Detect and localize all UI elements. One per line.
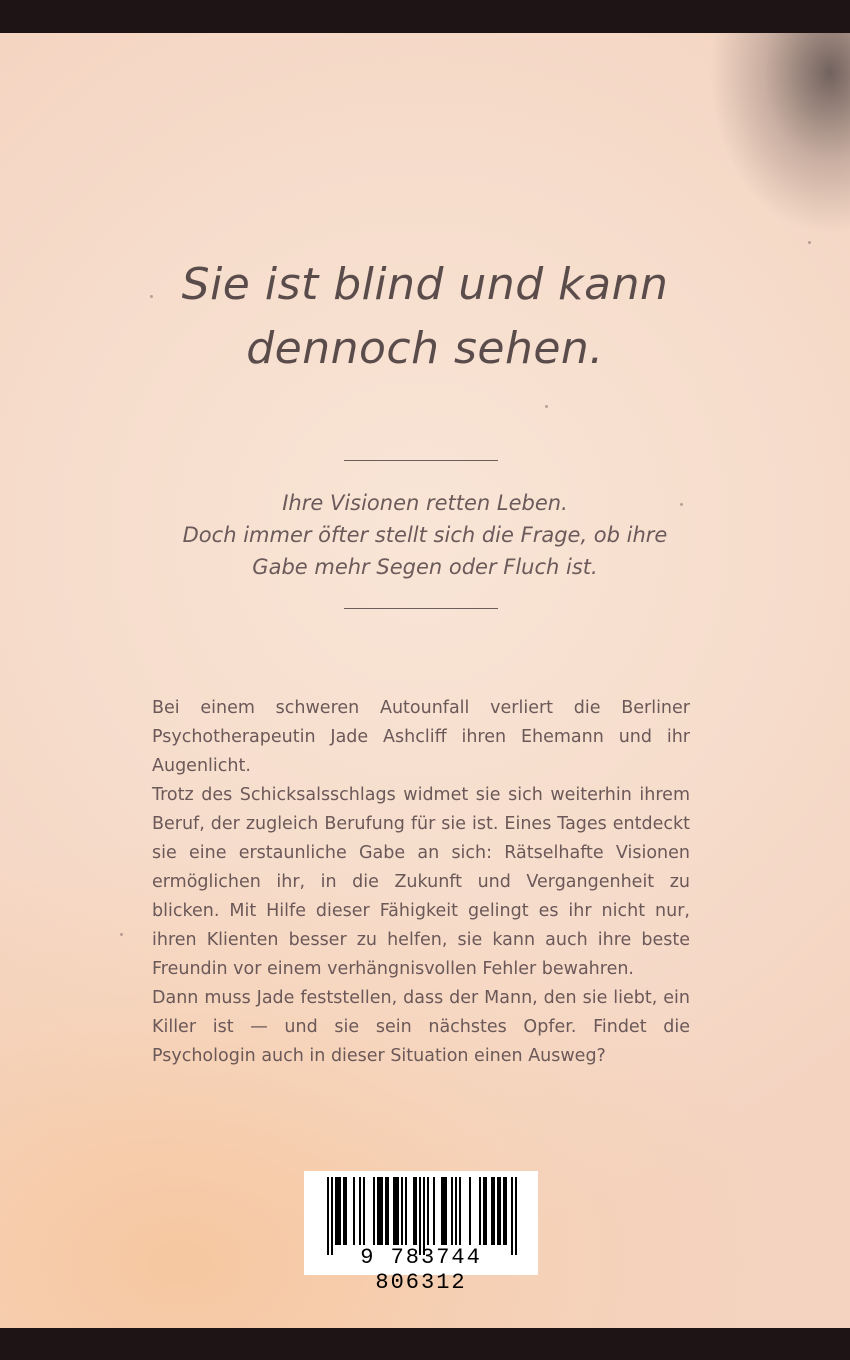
blurb-paragraph-3: Dann muss Jade feststellen, dass der Mann, den sie liebt, ein Killer ist — und sie sein nächstes Opfer. Findet die Psychologin auch in dieser Situation einen Ausweg? [152, 988, 690, 1066]
barcode-bar [337, 1177, 339, 1245]
barcode-bar [381, 1177, 383, 1245]
book-back-cover [0, 33, 850, 1328]
blurb [152, 694, 690, 1071]
barcode-bar [443, 1177, 445, 1245]
barcode-bar [373, 1177, 375, 1245]
barcode-bar [427, 1177, 429, 1245]
barcode-bar [363, 1177, 365, 1245]
barcode-bar [343, 1177, 345, 1245]
headline-line-1: Sie ist blind und kann [181, 259, 669, 310]
isbn-barcode [304, 1171, 538, 1295]
barcode-bar [353, 1177, 355, 1245]
tagline-line-3: Gabe mehr Segen oder Fluch ist. [252, 555, 598, 579]
barcode-bar [419, 1177, 421, 1255]
bottom-frame-band [0, 1328, 850, 1360]
barcode-bar [451, 1177, 453, 1245]
barcode-bar [433, 1177, 435, 1245]
blurb-paragraph-1: Bei einem schweren Autounfall verliert die Berliner Psychotherapeutin Jade Ashcliff ihren Ehemann und ihr Augenlicht. [152, 698, 690, 776]
barcode-bar [483, 1177, 485, 1245]
barcode-bar [359, 1177, 361, 1245]
divider-bottom [344, 608, 498, 609]
barcode-bar [387, 1177, 389, 1245]
barcode-bar [385, 1177, 387, 1245]
tagline-line-1: Ihre Visionen retten Leben. [282, 491, 568, 515]
divider-top [344, 460, 498, 461]
barcode-bar [511, 1177, 513, 1255]
barcode-bar [503, 1177, 505, 1245]
barcode-bar [455, 1177, 457, 1245]
tagline-line-2: Doch immer öfter stellt sich die Frage, ob ihre [182, 523, 668, 547]
tagline [130, 487, 720, 583]
barcode-bar [497, 1177, 499, 1245]
headline-line-2: dennoch sehen. [246, 323, 604, 374]
barcode-bar [327, 1177, 329, 1255]
barcode-bar [345, 1177, 347, 1245]
barcode-bar [331, 1177, 333, 1255]
barcode-bar [415, 1177, 417, 1245]
barcode-bar [377, 1177, 379, 1245]
barcode-bar [485, 1177, 487, 1245]
barcode-bar [339, 1177, 341, 1245]
isbn-number: 9 783744 806312 [360, 1245, 482, 1295]
barcode-bar [335, 1177, 337, 1245]
barcode-bar [459, 1177, 461, 1245]
barcode-bar [401, 1177, 403, 1245]
barcode-bar [493, 1177, 495, 1245]
paper-speck [120, 933, 123, 936]
paper-speck [545, 405, 548, 408]
barcode-bar [413, 1177, 415, 1245]
barcode-bar [491, 1177, 493, 1245]
barcode-bar [423, 1177, 425, 1255]
barcode-bar [393, 1177, 395, 1245]
headline [140, 253, 710, 381]
barcode-bar [397, 1177, 399, 1245]
barcode-bar [515, 1177, 517, 1255]
paper-speck [808, 241, 811, 244]
barcode-bar [379, 1177, 381, 1245]
barcode-bar [441, 1177, 443, 1245]
barcode-bar [499, 1177, 501, 1245]
barcode-bar [479, 1177, 481, 1245]
barcode-bar [395, 1177, 397, 1245]
barcode-bar [405, 1177, 407, 1245]
blurb-paragraph-2: Trotz des Schicksalsschlags widmet sie sich weiterhin ihrem Beruf, der zugleich Berufung für sie ist. Eines Tages entdeckt sie eine erstaunliche Gabe an sich: Rätselhafte Visionen ermöglichen ihr, in die Zukunft und Vergangenheit zu blicken. Mit Hilfe dieser Fähigkeit gelingt es ihr nicht nur, ihren Klienten besser zu helfen, sie kann auch ihre beste Freundin vor einem verhängnisvollen Fehler bewahren. [152, 785, 690, 979]
barcode-bar [505, 1177, 507, 1245]
barcode-bar [469, 1177, 471, 1245]
top-frame-band [0, 0, 850, 33]
barcode-bar [445, 1177, 447, 1245]
